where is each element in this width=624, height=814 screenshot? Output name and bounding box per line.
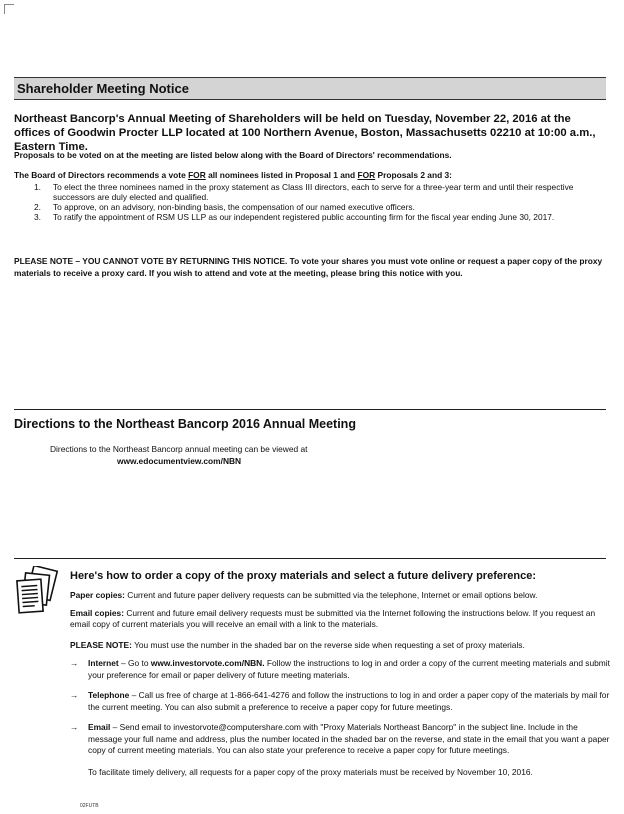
email-copies [70,608,610,630]
internet-text-1: – Go to [118,658,151,668]
telephone-body: – Call us free of charge at 1-866-641-4276 and follow the instructions to log in and order a paper copy of the materials by mail for the current meeting. You can also submit a preference to receive a paper copy for future meetings. [88,690,610,712]
documents-icon [14,566,64,618]
divider [14,558,606,559]
telephone-label: Telephone [88,690,130,700]
proposals-heading: Proposals to be voted on at the meeting are listed below along with the Board of Directors' recommendations. [14,150,452,160]
paper-copies [70,590,610,601]
internet-link[interactable]: www.investorvote.com/NBN. [150,658,265,668]
meeting-intro: Northeast Bancorp's Annual Meeting of Shareholders will be held on Tuesday, November 22, 2016 at the offices of Goodwin Procter LLP located at 100 Northern Avenue, Boston, Massachusetts 02210 at 10:00 a.m., Eastern Time. [14,113,596,153]
proposal-number: 3. [34,212,41,222]
crop-mark [4,4,14,14]
internet-text-2: Follow the instructions to log in and order a copy of the current meeting materials and submit your preference for email or paper delivery of future meeting materials. [88,658,610,680]
proposal-list [34,182,600,222]
arrow-icon: → [70,658,79,668]
deadline-note: To facilitate timely delivery, all requests for a paper copy of the proxy materials must be received by November 10, 2016. [88,767,533,777]
list-item [34,182,600,202]
email-method-body: – Send email to investorvote@computershare.com with "Proxy Materials Northeast Bancorp" in the subject line. Include in the message your full name and address, plus the number located in the shaded bar on the reverse, and state in the email that you want a paper copy of current meeting materials. You can also state your preference to receive a paper copy for future meetings. [88,722,610,755]
email-text: Current and future email delivery requests must be submitted via the Internet following the instructions below. If you request an email copy of current materials you will receive an email with a link to the materials. [70,608,596,629]
list-item [34,212,600,222]
paper-text: Current and future paper delivery requests can be submitted via the telephone, Internet or email options below. [124,590,538,600]
order-note [70,640,610,651]
order-title: Here's how to order a copy of the proxy materials and select a future delivery preference: [70,570,536,582]
telephone-method [70,690,610,713]
directions-text: Directions to the Northeast Bancorp annual meeting can be viewed at [50,444,308,454]
board-rec-for2: FOR [357,170,376,180]
board-rec-for1: FOR [188,170,206,180]
page-title: Shareholder Meeting Notice [17,81,189,96]
divider [14,409,606,410]
arrow-icon: → [70,690,79,700]
internet-method [70,658,610,681]
footer-code: 02FUTB [80,803,99,809]
email-method [70,722,610,757]
directions-title: Directions to the Northeast Bancorp 2016 Annual Meeting [14,417,356,431]
proposal-text: To elect the three nominees named in the proxy statement as Class III directors, each to serve for a three-year term and until their respective successors are duly elected and qualified. [53,182,574,202]
note-label: PLEASE NOTE: [70,640,132,650]
board-recommendation [14,170,606,180]
telephone-text [88,690,610,713]
email-method-label: Email [88,722,111,732]
board-rec-part2: all nominees listed in Proposal 1 and [205,170,358,180]
section-header-bar [14,77,606,100]
email-method-text [88,722,610,757]
directions-link[interactable]: www.edocumentview.com/NBN [117,456,242,466]
arrow-icon: → [70,722,79,732]
please-note: PLEASE NOTE – YOU CANNOT VOTE BY RETURNING THIS NOTICE. To vote your shares you must vote online or request a paper copy of the proxy materials to receive a proxy card. If you wish to attend and vote at the meeting, please bring this notice with you. [14,256,603,278]
proposal-number: 1. [34,182,41,192]
internet-text [88,658,610,681]
board-rec-part1: The Board of Directors recommends a vote [14,170,189,180]
email-label: Email copies: [70,608,124,618]
note-text: You must use the number in the shaded bar on the reverse side when requesting a set of proxy materials. [131,640,525,650]
proposal-number: 2. [34,202,41,212]
board-rec-part3: Proposals 2 and 3: [375,170,452,180]
list-item [34,202,600,212]
proposal-text: To ratify the appointment of RSM US LLP as our independent registered public accounting firm for the fiscal year ending June 30, 2017. [53,212,555,222]
paper-label: Paper copies: [70,590,125,600]
internet-label: Internet [88,658,119,668]
proposal-text: To approve, on an advisory, non-binding basis, the compensation of our named executive officers. [53,202,415,212]
